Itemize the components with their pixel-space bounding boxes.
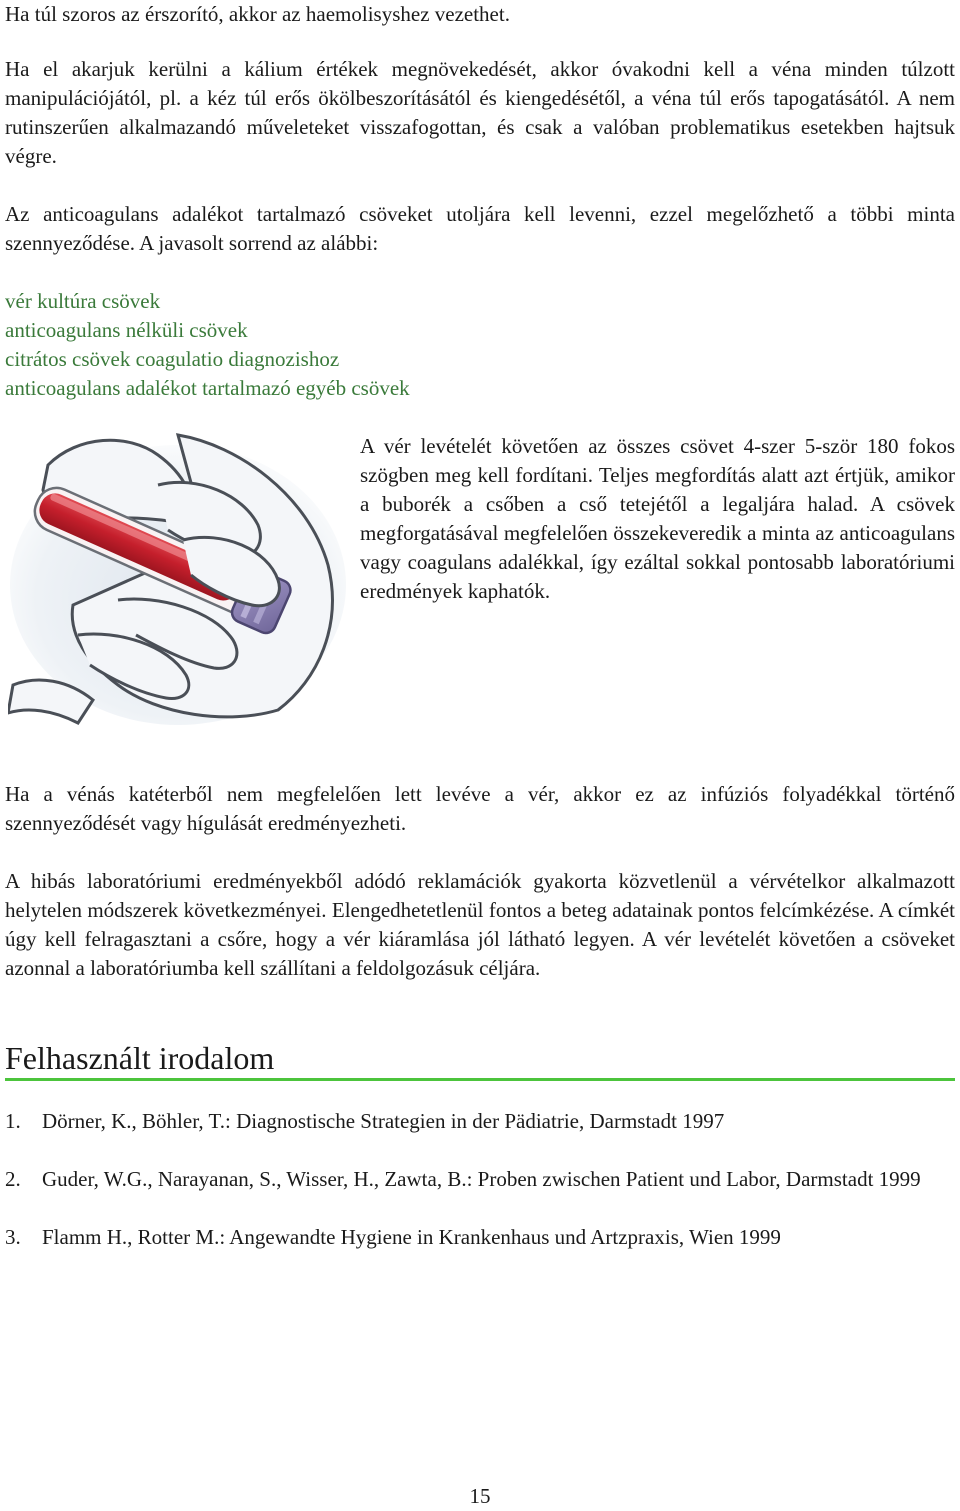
reference-text: Flamm H., Rotter M.: Angewandte Hygiene in Krankenhaus und Artzpraxis, Wien 1999 (42, 1225, 781, 1249)
tube-order-list (5, 287, 410, 403)
heading-underline (5, 1078, 955, 1081)
reference-number: 3. (5, 1225, 21, 1249)
paragraph-tourniquet: Ha túl szoros az érszorító, akkor az haemolisyshez vezethet. (5, 2, 510, 26)
hand-holding-tube-image (8, 425, 346, 725)
reference-item (5, 1165, 955, 1194)
reference-number: 2. (5, 1167, 21, 1191)
reference-item (5, 1223, 955, 1252)
page-number: 15 (469, 1484, 491, 1508)
paragraph-potassium: Ha el akarjuk kerülni a kálium értékek megnövekedését, akkor óvakodni kell a véna minden túlzott manipulációjától, pl. a kéz túl erős ökölbeszorításától és kiengedésétől, a véna túl erős tapogatásától. A nem rutinszerűen alkalmazandó műveleteket visszafogottan, és csak a valóban problematikus esetekben hajtsuk végre. (5, 57, 955, 168)
tube-inversion-illustration (8, 425, 346, 725)
reference-item (5, 1107, 955, 1136)
reference-number: 1. (5, 1109, 21, 1133)
reference-text: Guder, W.G., Narayanan, S., Wisser, H., Zawta, B.: Proben zwischen Patient und Labor, Darmstadt 1999 (42, 1167, 921, 1191)
tube-order-item: vér kultúra csövek (5, 289, 161, 313)
paragraph-anticoagulant: Az anticoagulans adalékot tartalmazó csöveket utoljára kell levenni, ezzel megelőzhető a többi minta szennyeződése. A javasolt sorrend az alábbi: (5, 202, 955, 255)
paragraph-tube-inversion: A vér levételét követően az összes csövet 4-szer 5-ször 180 fokos szögben meg kell fordítani. Teljes megfordítás alatt azt értjük, amikor a buborék a csőben a cső tetejétől a legaljára halad. A csövek megforgatásával megfelelően összekeveredik a minta az anticoagulans vagy coagulans adalékkal, így ezáltal sokkal pontosabb laboratóriumi eredmények kaphatók. (360, 434, 955, 603)
paragraph-catheter: Ha a vénás katéterből nem megfelelően lett levéve a vér, akkor ez az infúziós folyadékkal történő szennyeződését vagy hígulását eredményezheti. (5, 782, 955, 835)
tube-order-item: citrátos csövek coagulatio diagnozishoz (5, 347, 340, 371)
references-heading: Felhasznált irodalom (5, 1040, 275, 1076)
references-list (5, 1107, 955, 1281)
tube-order-item: anticoagulans adalékot tartalmazó egyéb csövek (5, 376, 410, 400)
reference-text: Dörner, K., Böhler, T.: Diagnostische Strategien in der Pädiatrie, Darmstadt 1997 (42, 1109, 725, 1133)
tube-order-item: anticoagulans nélküli csövek (5, 318, 248, 342)
paragraph-labeling: A hibás laboratóriumi eredményekből adódó reklamációk gyakorta közvetlenül a vérvételkor alkalmazott helytelen módszerek következményei. Elengedhetetlenül fontos a beteg adatainak pontos felcímkézése. A címkét úgy kell felragasztani a csőre, hogy a vér kiáramlása jól látható legyen. A vér levételét követően a csöveket azonnal a laboratóriumba kell szállítani a feldolgozásuk céljára. (5, 869, 955, 980)
